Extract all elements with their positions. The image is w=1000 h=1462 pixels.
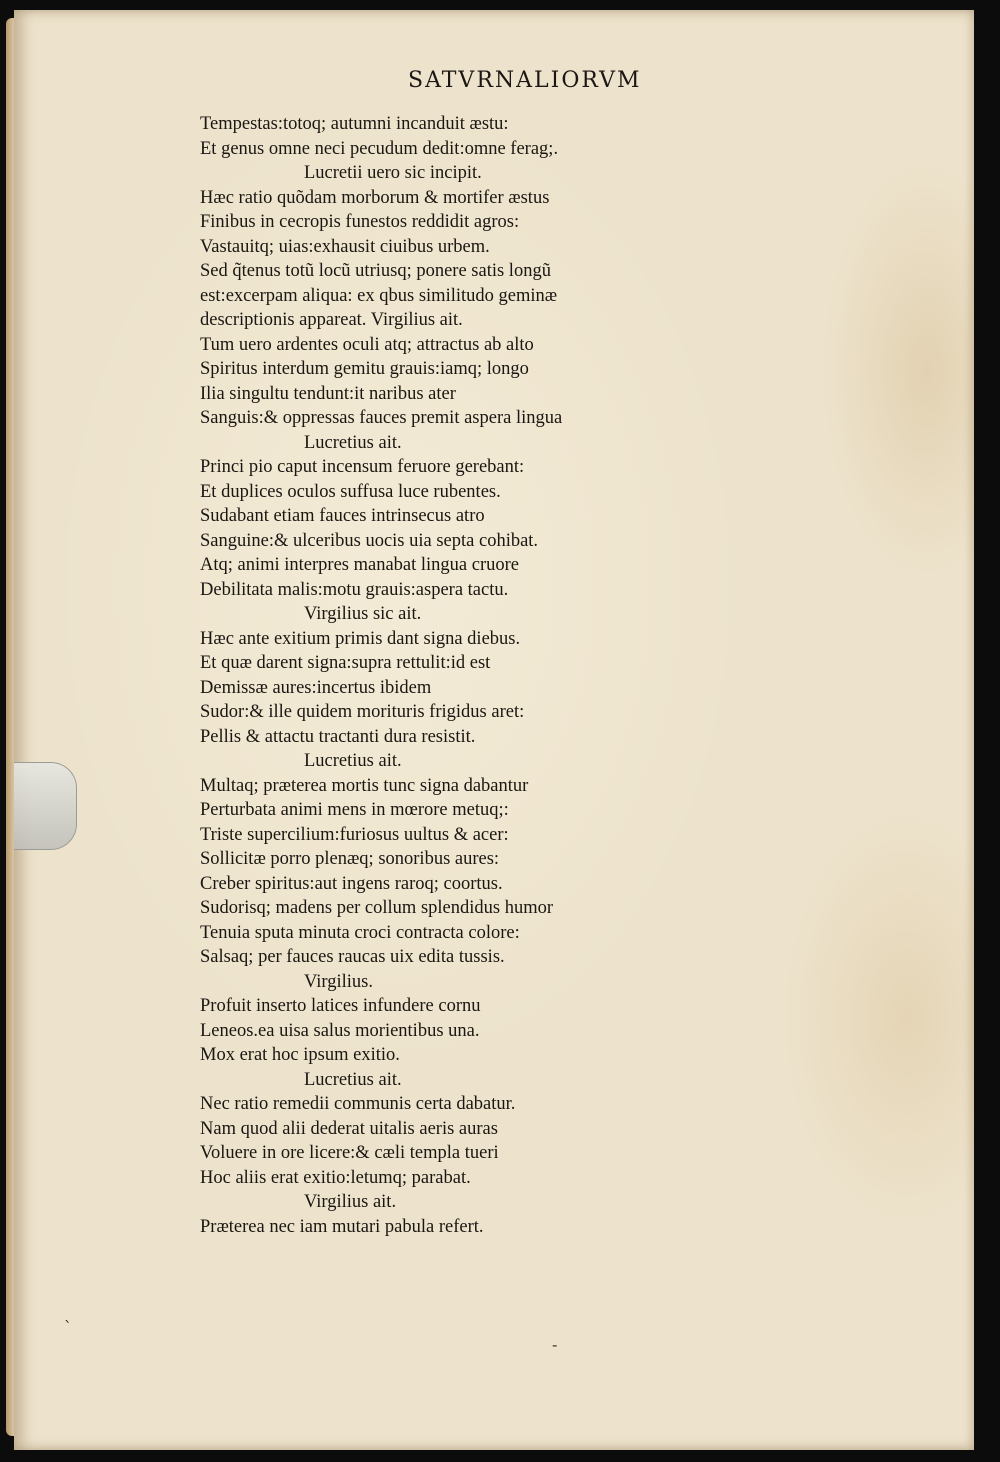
verse-line: Præterea nec iam mutari pabula refert. [200,1216,484,1237]
verse-line: Tenuia sputa minuta croci contracta colore: [200,922,520,943]
section-heading: Lucretius ait. [304,751,402,771]
verse-line: Voluere in ore licere:& cæli templa tueri [200,1143,499,1163]
verse-line: Princi pio caput incensum feruore gerebant: [200,457,525,477]
page-holder-clip [14,762,77,850]
section-heading: Lucretius ait. [304,1069,402,1090]
verse-line: est:excerpam aliqua: ex qbus similitudo geminæ [200,285,558,306]
verse-line: Et duplices oculos suffusa luce rubentes. [200,481,501,502]
verse-line: Mox erat hoc ipsum exitio. [200,1045,400,1065]
running-head: SATVRNALIORVM [408,68,642,93]
verse-line: Leneos.ea uisa salus morientibus una. [200,1020,480,1041]
verse-line: Atq; animi interpres manabat lingua cruore [200,555,520,575]
verse-line: Triste supercilium:furiosus uultus & acer: [200,824,509,845]
verse-line: Sanguine:& ulceribus uocis uia septa cohibat. [200,530,539,551]
book-page [14,10,974,1450]
verse-line: Et quæ darent signa:supra rettulit:id est [200,653,491,673]
margin-mark: ˋ [64,1318,72,1337]
verse-line: Tum uero ardentes oculi atq; attractus ab alto [200,334,534,355]
verse-line: Ilia singultu tendunt:it naribus ater [200,383,456,404]
verse-line: Creber spiritus:aut ingens raroq; coortus. [200,873,503,894]
verse-line: Perturbata animi mens in mœrore metuq;: [200,800,509,820]
verse-line: Sudorisq; madens per collum splendidus humor [200,898,554,918]
verse-line: Finibus in cecropis funestos reddidit agros: [200,212,520,232]
verse-line: Hoc aliis erat exitio:letumq; parabat. [200,1167,471,1188]
verse-line: Nam quod alii dederat uitalis aeris auras [200,1118,498,1139]
verse-line: Nec ratio remedii communis certa dabatur. [200,1094,516,1114]
verse-line: Debilitata malis:motu grauis:aspera tactu. [200,579,509,600]
verse-line: Spiritus interdum gemitu grauis:iamq; longo [200,359,529,379]
verse-line: Hæc ante exitium primis dant signa diebus. [200,628,521,649]
section-heading: Lucretius ait. [304,432,402,453]
page-mark: - [552,1335,558,1354]
verse-line: Sudor:& ille quidem morituris frigidus aret: [200,702,525,722]
verse-line: Sollicitæ porro plenæq; sonoribus aures: [200,849,500,869]
section-heading: Virgilius sic ait. [304,604,422,624]
verse-line: Sanguis:& oppressas fauces premit aspera lingua [200,408,563,428]
verse-line: Pellis & attactu tractanti dura resistit. [200,726,476,747]
verse-line: descriptionis appareat. Virgilius ait. [200,310,463,330]
verse-line: Hæc ratio quõdam morborum & mortifer æstus [200,187,550,208]
verse-line: Sed q̃tenus totũ locũ utriusq; ponere satis longũ [200,261,551,281]
section-heading: Lucretii uero sic incipit. [304,163,482,183]
verse-line: Multaq; præterea mortis tunc signa dabantur [200,775,529,796]
verse-line: Sudabant etiam fauces intrinsecus atro [200,506,485,526]
verse-line: Salsaq; per fauces raucas uix edita tussis. [200,947,505,967]
verse-line: Demissæ aures:incertus ibidem [200,677,432,698]
verse-text-block [200,112,660,1239]
verse-line: Et genus omne neci pecudum dedit:omne ferag;. [200,138,559,159]
verse-line: Profuit inserto latices infundere cornu [200,996,481,1016]
section-heading: Virgilius ait. [304,1192,397,1212]
verse-line: Vastauitq; uias:exhausit ciuibus urbem. [200,236,490,257]
section-heading: Virgilius. [304,971,373,992]
verse-line: Tempestas:totoq; autumni incanduit æstu: [200,114,509,134]
